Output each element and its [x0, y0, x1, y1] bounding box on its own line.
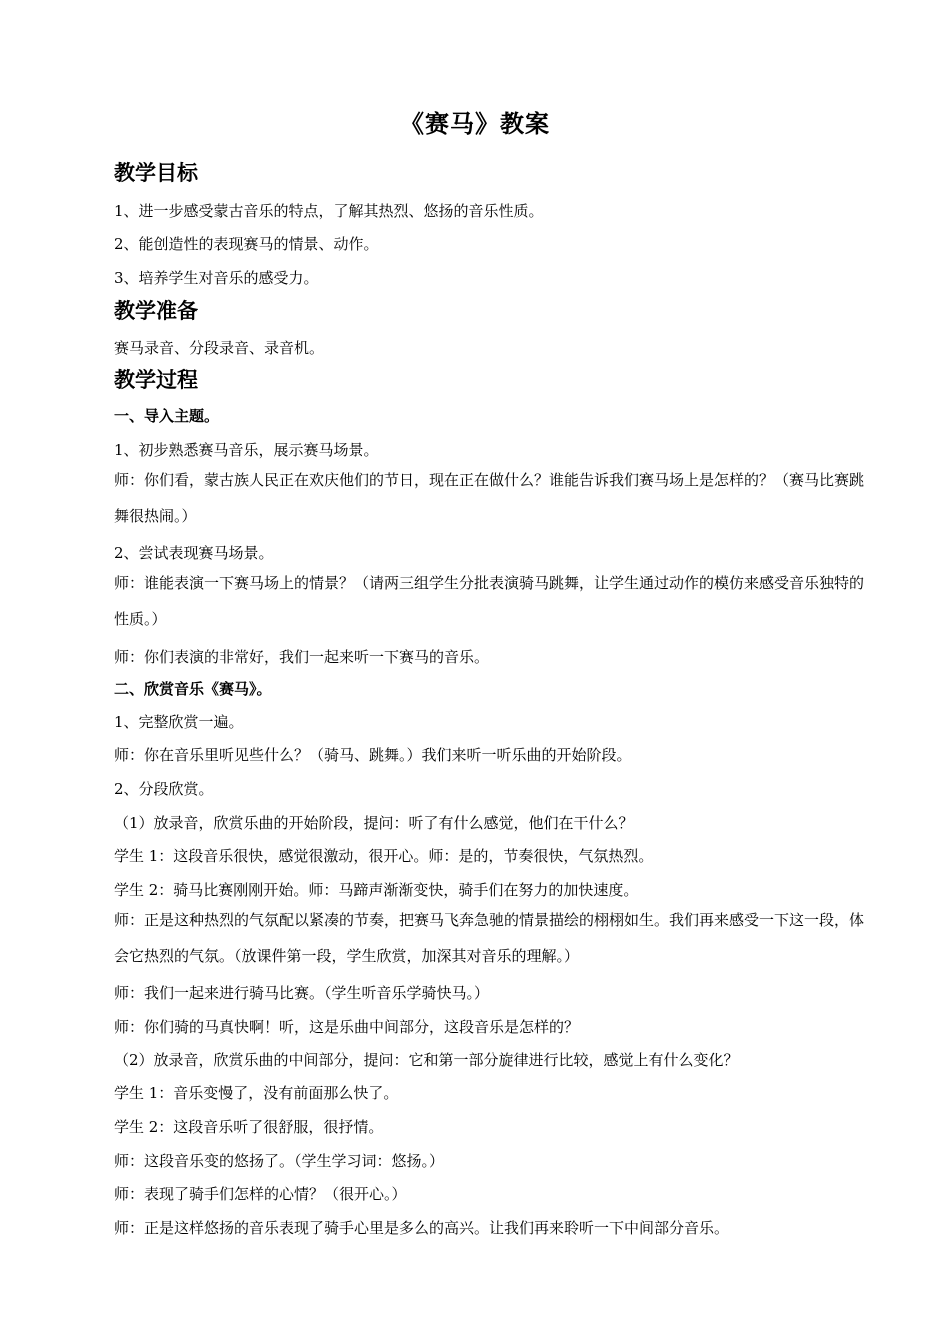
goal-item: 3、培养学生对音乐的感受力。 — [114, 269, 319, 287]
process-line: 2、分段欣赏。 — [114, 780, 214, 798]
prep-text: 赛马录音、分段录音、录音机。 — [114, 339, 325, 357]
goal-item: 2、能创造性的表现赛马的情景、动作。 — [114, 235, 379, 253]
heading-process: 教学过程 — [114, 368, 198, 392]
process-line: 学生 1：音乐变慢了，没有前面那么快了。 — [114, 1084, 399, 1102]
subheading-part1: 一、导入主题。 — [114, 407, 220, 425]
subheading-part2: 二、欣赏音乐《赛马》。 — [114, 680, 272, 698]
process-line: 学生 2：这段音乐听了很舒服，很抒情。 — [114, 1118, 384, 1136]
process-line: 1、完整欣赏一遍。 — [114, 713, 244, 731]
process-line: 学生 1：这段音乐很快，感觉很激动，很开心。师：是的，节奏很快，气氛热烈。 — [114, 847, 654, 865]
process-paragraph: 师：正是这种热烈的气氛配以紧凑的节奏，把赛马飞奔急驰的情景描绘的栩栩如生。我们再来感受一下这一段，体会它热烈的气氛。（放课件第一段，学生欣赏，加深其对音乐的理解。） — [114, 911, 865, 965]
process-line: （2）放录音，欣赏乐曲的中间部分，提问：它和第一部分旋律进行比较，感觉上有什么变化？ — [114, 1051, 739, 1069]
process-line: 师：我们一起来进行骑马比赛。（学生听音乐学骑快马。） — [114, 984, 490, 1002]
process-line: 师：你们骑的马真快啊！听，这是乐曲中间部分，这段音乐是怎样的？ — [114, 1018, 580, 1036]
heading-goals: 教学目标 — [114, 161, 198, 185]
process-paragraph: 师：你们看，蒙古族人民正在欢庆他们的节日，现在正在做什么？谁能告诉我们赛马场上是怎样的？（赛马比赛跳舞很热闹。） — [114, 471, 865, 525]
process-line: 师：你在音乐里听见些什么？（骑马、跳舞。）我们来听一听乐曲的开始阶段。 — [114, 746, 632, 764]
process-line: 2、尝试表现赛马场景。 — [114, 544, 274, 562]
process-paragraph: 师：谁能表演一下赛马场上的情景？（请两三组学生分批表演骑马跳舞，让学生通过动作的模仿来感受音乐独特的性质。） — [114, 574, 865, 628]
process-line: 学生 2：骑马比赛刚刚开始。师：马蹄声渐渐变快，骑手们在努力的加快速度。 — [114, 881, 639, 899]
process-line: 1、初步熟悉赛马音乐，展示赛马场景。 — [114, 441, 379, 459]
process-line: 师：表现了骑手们怎样的心情？（很开心。） — [114, 1185, 407, 1203]
goal-item: 1、进一步感受蒙古音乐的特点，了解其热烈、悠扬的音乐性质。 — [114, 202, 544, 220]
process-line: 师：这段音乐变的悠扬了。（学生学习词：悠扬。） — [114, 1152, 445, 1170]
process-line: 师：正是这样悠扬的音乐表现了骑手心里是多么的高兴。让我们再来聆听一下中间部分音乐。 — [114, 1219, 730, 1237]
process-line: （1）放录音，欣赏乐曲的开始阶段，提问：听了有什么感觉，他们在干什么？ — [114, 814, 634, 832]
heading-prep: 教学准备 — [114, 299, 198, 323]
document-title: 《赛马》教案 — [400, 110, 550, 138]
process-line: 师：你们表演的非常好，我们一起来听一下赛马的音乐。 — [114, 648, 490, 666]
